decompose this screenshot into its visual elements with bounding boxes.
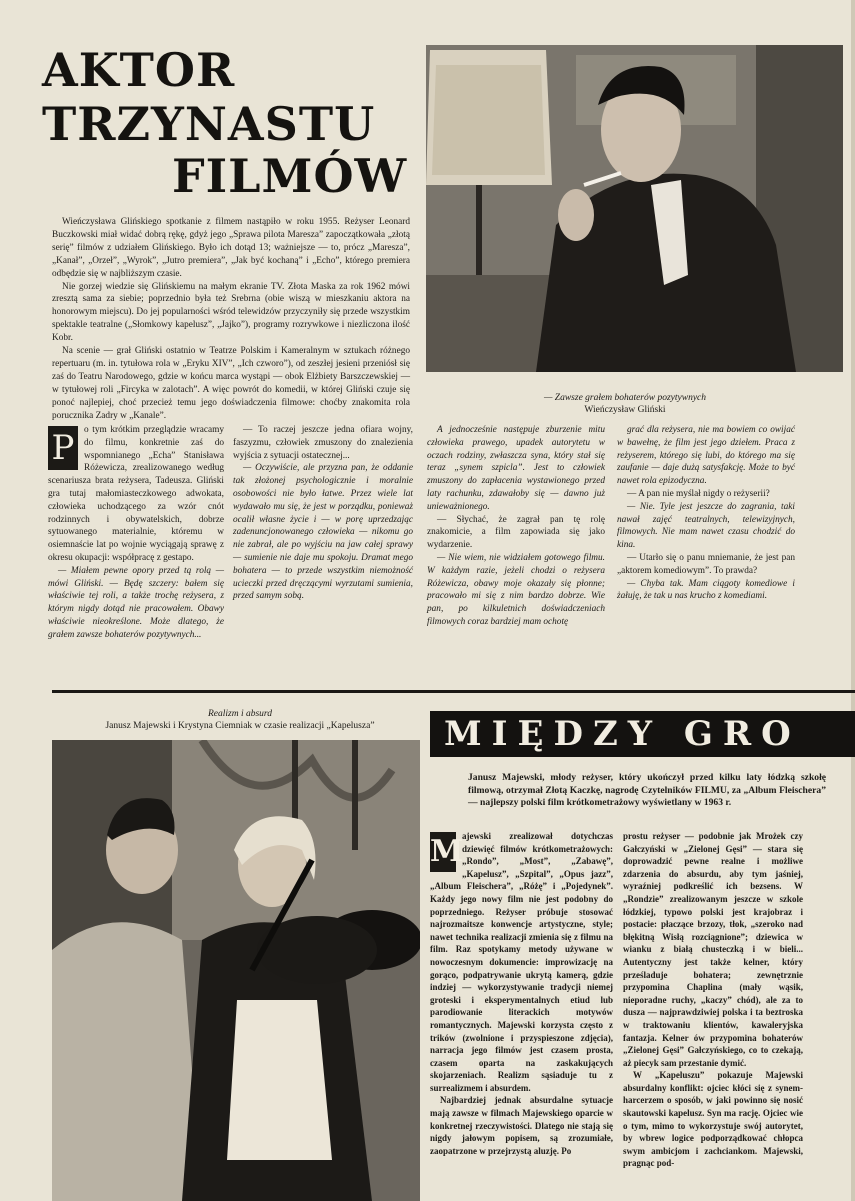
column-paragraph: grać dla reżysera, nie ma bowiem co owijać w bawełnę, że film jest jego dziełem. Praca z reżyserem, którego się lubi, do którego ma się zaufanie — daje dużą satysfakcję. Może to być nawet rola epizodyczna. [617,425,795,487]
page-edge [851,0,855,1201]
article2-lead: Janusz Majewski, młody reżyser, który ukończył przed kilku laty łódzką szkołę filmową, otrzymał Złotą Kaczkę, nagrodę Czytelników FILMU, za „Album Fleischera” — najlepszy polski film krótkometrażowy wyświetlany w 1963 r. [468,772,826,809]
column-paragraph: — Chyba tak. Mam ciągoty komediowe i żałuję, że tak u nas krucho z komediami. [617,578,795,602]
column-paragraph: — To raczej jeszcze jedna ofiara wojny, faszyzmu, człowiek zmuszony do znalezienia wyjścia z sytuacji ostatecznej... [233,425,413,461]
column-paragraph: A jednocześnie następuje zburzenie mitu człowieka prawego, upadek autorytetu w oczach rodziny, zwłaszcza syna, który stał się teraz „synem szpicla”. Jest to człowiek zmuszony do zapłacenia wystawionego przed laty rachunku, zdawałoby się — dawno już unieważnionego. [427,425,605,512]
title-line-2: TRZYNASTU [42,97,376,151]
actor-photo [426,45,843,372]
column-paragraph: Najbardziej jednak absurdalne sytuacje mają zawsze w filmach Majewskiego oparcie w konkretnej rzeczywistości. Dlatego nie stają się nigdy jałowym popisem, są zrozumiałe, zaopatrzone w przejrzystą aluzję. Po [430,1095,613,1156]
article2-banner-title: MIĘDZY GRO [430,711,855,757]
caption-title: Realizm i absurd [207,709,273,719]
column-paragraph: o tym krótkim przeglądzie wracamy do filmu, konkretnie zaś do wspomnianego „Echa” Stanisława Różewicza, zrealizowanego według scenariusza brata reżysera, Tadeusza. Gliński gra tutaj małomiasteczkowego adwokata, człowieka uchodzącego za wzór cnót rodzinnych i obywatelskich, dobrze sytuowanego materialnie, któremu w osiemnaście lat po wojnie wyciągają sprawę z okresu okupacji: współpracę z gestapo. [48,425,224,563]
caption-description: Janusz Majewski i Krystyna Ciemniak w czasie realizacji „Kapelusza” [105,721,375,731]
column-paragraph: ajewski zrealizował dotychczas dziewięć filmów krótkometrażowych: „Rondo”, „Most”, „Zabawę”, „Kapelusz”, „Szpital”, „Opus jazz”, „Album Fleischera”, „Różę” i „Pojedynek”. Każdy jego nowy film nie jest podobny do poprzedniego. Reżyser próbuje stosować najrozmaitsze konwencje artystyczne, style; nawet technika realizacji zmienia się z filmu na film. Raz spotykamy metody używane w nowoczesnym dokumencie: improwizację na gorąco, podpatrywanie ukrytą kamerą, gdzie indziej — wykorzystywanie tradycji niemej groteski i eksperymentalnych etiud lub parodiowanie literackich motywów romantycznych. Majewski korzysta często z trików (zwolnione i przyspieszone zdjęcia), narracja jego filmów jest czasem prosta, czasem oparta na zaskakujących skojarzeniach. Realizm sąsiaduje tu z surrealizmem i absurdem. [430,831,613,1093]
section-divider [52,690,855,693]
photo-caption [470,392,780,416]
column-paragraph: W „Kapeluszu” pokazuje Majewski absurdalny konflikt: ojciec kłóci się z synem-harcerzem o sposób, w jaki powinno się nosić skautowski kapelusz. Syn ma rację. Ojciec wie o tym, mimo to wykorzystuje swój autorytet, by wbrew logice podporządkować chłopca swym ambicjom i zachciankom. Majewski, pragnąc pod- [623,1070,803,1169]
title-line-1: AKTOR [42,43,236,97]
film-set-photo [52,740,420,1201]
column-paragraph: — Słychać, że zagrał pan tę rolę znakomicie, a film zapowiada się jako wydarzenie. [427,514,605,551]
column-paragraph: — Nie wiem, nie widziałem gotowego filmu. W każdym razie, jeżeli chodzi o reżysera Różewicza, obawy moje okazały się płonne; pracowało mi się z nim bardzo dobrze. Wie pan, po kilkuletnich doświadczeniach filmowych coraz bardziej mam ochotę [427,552,605,627]
column-paragraph: — Utarło się o panu mniemanie, że jest pan „aktorem komediowym”. To prawda? [617,552,795,576]
drop-cap: P [48,426,78,470]
caption-quote: — Zawsze grałem bohaterów pozytywnych [543,393,707,403]
column-paragraph: — A pan nie myślał nigdy o reżyserii? [627,488,770,499]
article1-column-1 [48,424,224,642]
caption-author: Wieńczysław Gliński [584,405,666,415]
article1-column-3 [427,424,605,629]
photo2-caption [60,708,420,732]
column-paragraph: — Oczywiście, ale przyzna pan, że oddanie tak złożonej psychologicznie i moralnie osobowości nie było łatwe. Przez wiele lat wydawało mu się, że jest w porządku, ponieważ ocalił własne życie i — w porę uprzedzając zadenuncjonowanego człowieka — nikomu go nie zabrał, ale po wyjściu na jaw całej sprawy — sumienie nie daje mu spokoju. Dramat mego bohatera — to przede wszystkim niemożność ucieczki przed dręczącymi wyrzutami sumienia, przed samym sobą. [233,463,413,602]
article1-column-4 [617,424,795,603]
article-intro [52,216,410,423]
intro-paragraph: Na scenie — grał Gliński ostatnio w Teatrze Polskim i Kameralnym w sztukach różnego repertuaru (m. in. tytułowa rola w „Eryku XIV”, „Ich czworo”), od zeszłej jesieni przeniósł się zaś do Teatru Narodowego, gdzie w końcu marca wystąpi — obok Elżbiety Barszczewskiej — w tytułowej roli „Fircyka w zalotach”. A więc powrót do komedii, w której Gliński czuje się ponoć najlepiej, choć przecież temu jego doświadczenia filmowe: choćby znakomita rola porucznika Zadry w „Kanale”. [52,346,410,421]
column-paragraph: — Miałem pewne opory przed tą rolą — mówi Gliński. — Będę szczery: bałem się właściwie tej roli, a także trochę reżysera, z którym nigdy dotąd nie pracowałem. Obawy właściwie nieokreślone. Może dlatego, że grałem zawsze bohaterów pozytywnych... [48,565,224,640]
article2-column-1 [430,830,613,1157]
intro-paragraph: Wieńczysława Glińskiego spotkanie z filmem nastąpiło w roku 1955. Reżyser Leonard Buczkowski miał widać dobrą rękę, gdyż jego „Sprawa pilota Maresza” zapoczątkowała „złotą serię” filmów z udziałem Glińskiego. Było ich dotąd 13; ważniejsze — to, prócz „Maresza”, „Kanał”, „Orzeł”, „Wyrok”, „Jutro premiera”, „Jak być kochaną” i „Echo”, którego premiera odbędzie się w najbliższym czasie. [52,217,410,279]
column-paragraph: — Nie. Tyle jest jeszcze do zagrania, taki nawał zajęć teatralnych, telewizyjnych, filmowych. Nie mam nawet czasu chodzić do kina. [617,501,795,551]
drop-cap-m: M [430,832,456,872]
column-paragraph: prostu reżyser — podobnie jak Mrożek czy Gałczyński w „Zielonej Gęsi” — stara się doprowadzić pewne realne i możliwe zdarzenia do absurdu, aby tym jaśniej, wyraźniej podkreślić ich bezsens. W „Rondzie” zrealizowanym jeszcze w szkole łódzkiej, typowo polski jest krajobraz i postacie: płaczące brzozy, tłok, „szeroko nad błękitną Wisłą rozciągnione”; dziewica w wianku z białą chusteczką i w bieli... Autentyczny jest także kelner, który prześladuje bohatera; zewnętrznie przypomina Chaplina (mały wąsik, nieporadne ruchy, „kaczy” chód), ale za to dusza — najprawdziwiej polska i ta beztroska w traktowaniu klientów, kawaleryjska fantazja. Kelner ów przypomina bohaterów „Zielonej Gęsi” Gałczyńskiego, co to czekają, aż piecyk sam przestanie dymić. [623,831,803,1068]
article2-column-2 [623,830,803,1170]
intro-paragraph: Nie gorzej wiedzie się Glińskiemu na małym ekranie TV. Złota Maska za rok 1962 mówi zresztą sama za siebie; poprzednio była też Srebrna (obie wiszą w mieszkaniu aktora na honorowym miejscu). Do jej popularności wśród telewidzów przyczyniły się przede wszystkim spektakle teatralne („Słomkowy kapelusz”, „Jajko”), programy rozrywkowe i niezliczona ilość Kobr. [52,281,410,344]
article1-column-2 [233,424,413,603]
title-line-3: FILMÓW [172,149,408,203]
